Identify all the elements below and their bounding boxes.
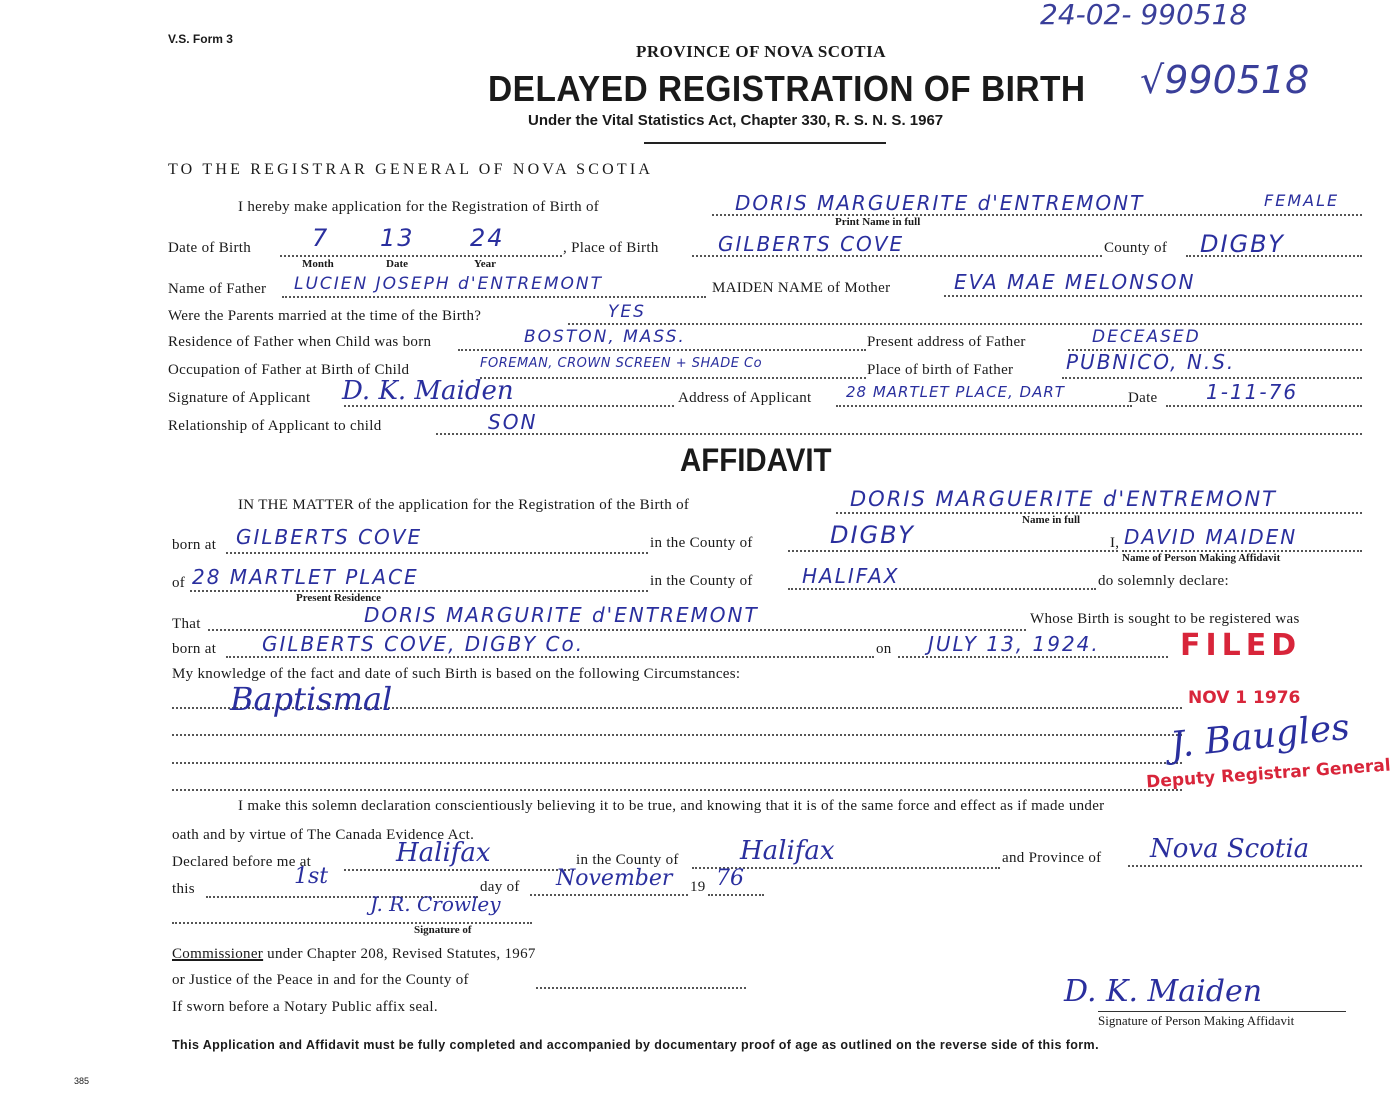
year-line: [708, 894, 764, 896]
notary-text: If sworn before a Notary Public affix seal.: [172, 999, 438, 1015]
year-prefix: 19: [690, 879, 706, 895]
born-at-line: [226, 552, 648, 554]
title-rule: [644, 142, 886, 144]
aff-child-name-value: DORIS MARGUERITE d'ENTREMONT: [850, 487, 1277, 511]
dob-day-value: 13: [380, 224, 415, 252]
date-caption: Date: [386, 258, 408, 270]
residence-value: BOSTON, MASS.: [524, 327, 686, 347]
father-birthplace-label: Place of birth of Father: [867, 362, 1014, 378]
commissioner-signature: J. R. Crowley: [370, 892, 501, 916]
residence-line: [458, 349, 866, 351]
aff-child-name-line: [836, 512, 1362, 514]
declare-text: do solemnly declare:: [1098, 573, 1229, 589]
res-county-label: in the County of: [650, 573, 753, 589]
born-at-label: born at: [172, 537, 217, 553]
justice-text: or Justice of the Peace in and for the County of: [172, 972, 469, 988]
married-value: YES: [608, 302, 646, 322]
aff-county-line: [788, 550, 1118, 552]
present-address-label: Present address of Father: [867, 334, 1026, 350]
child-name-value: DORIS MARGUERITE d'ENTREMONT: [735, 191, 1145, 215]
footer-note: This Application and Affidavit must be fully completed and accompanied by documentary proof of age as outlined on the reverse side of this form.: [172, 1038, 1099, 1052]
applicant-date-value: 1-11-76: [1206, 380, 1299, 404]
province-label: and Province of: [1002, 850, 1102, 866]
day-value: 1st: [294, 864, 329, 889]
commissioner-signature-line: [172, 922, 532, 924]
relationship-value: SON: [488, 410, 538, 434]
month-caption: Month: [302, 258, 334, 270]
relationship-line: [436, 433, 1362, 435]
married-line: [568, 323, 1362, 325]
dob-label: Date of Birth: [168, 240, 252, 256]
circumstances-line-4: [172, 789, 1182, 791]
province-line: [1128, 865, 1362, 867]
applicant-address-value: 28 MARTLET PLACE, DART: [846, 383, 1065, 401]
stamp-date: NOV 1 1976: [1188, 688, 1301, 708]
circumstances-line-2: [172, 734, 1182, 736]
applicant-date-label: Date: [1128, 390, 1158, 406]
affidavit-heading: AFFIDAVIT: [680, 442, 832, 478]
aff-county-label: in the County of: [650, 535, 753, 551]
father-label: Name of Father: [168, 281, 267, 297]
relationship-label: Relationship of Applicant to child: [168, 418, 382, 434]
form-number: V.S. Form 3: [168, 32, 233, 46]
mother-line: [944, 295, 1362, 297]
name-in-full-caption: Name in full: [1022, 514, 1081, 526]
father-line: [282, 296, 706, 298]
commissioner-word: Commissioner: [172, 946, 264, 962]
solemn-line-1: I make this solemn declaration conscientiously believing it to be true, and knowing that it is of the same force and effect as if made under: [238, 798, 1105, 814]
decl-county-value: Halifax: [740, 836, 835, 866]
applicant-date-line: [1166, 405, 1362, 407]
that-label: That: [172, 616, 201, 632]
father-birthplace-line: [1062, 377, 1362, 379]
mother-value: EVA MAE MELONSON: [954, 270, 1196, 294]
affiant-signature-caption: Signature of Person Making Affidavit: [1098, 1013, 1295, 1028]
this-label: this: [172, 881, 195, 897]
month-value: November: [556, 866, 673, 891]
affiant-value: DAVID MAIDEN: [1124, 525, 1298, 549]
dob-year-value: 24: [470, 224, 505, 252]
that-name-line: [208, 629, 1026, 631]
page-title: DELAYED REGISTRATION OF BIRTH: [488, 68, 1086, 109]
county-label: County of: [1104, 240, 1168, 256]
residence-label: Residence of Father when Child was born: [168, 334, 432, 350]
registrar-signature: J. Baugles: [1168, 706, 1352, 767]
born-at2-value: GILBERTS COVE, DIGBY Co.: [262, 632, 585, 656]
present-address-value: DECEASED: [1092, 327, 1201, 347]
signature-of-caption: Signature of: [414, 924, 472, 936]
footer-code: 385: [74, 1076, 90, 1086]
deputy-registrar-stamp: Deputy Registrar General: [1145, 755, 1392, 793]
justice-county-line: [536, 987, 746, 989]
occupation-value: FOREMAN, CROWN SCREEN + SHADE Co: [480, 356, 763, 371]
occupation-line: [480, 377, 866, 379]
print-name-caption: Print Name in full: [835, 216, 921, 228]
born-at2-line: [226, 656, 874, 658]
dob-line: [280, 255, 562, 257]
affiant-caption: Name of Person Making Affidavit: [1122, 552, 1281, 564]
mother-label: MAIDEN NAME of Mother: [712, 280, 891, 296]
occupation-label: Occupation of Father at Birth of Child: [168, 362, 410, 378]
intro-text: I hereby make application for the Registration of Birth of: [238, 199, 600, 215]
act-subtitle: Under the Vital Statistics Act, Chapter 330, R. S. N. S. 1967: [528, 112, 944, 129]
i-label: I,: [1110, 535, 1120, 551]
father-birthplace-value: PUBNICO, N.S.: [1066, 350, 1236, 374]
present-residence-caption: Present Residence: [296, 592, 382, 604]
married-label: Were the Parents married at the time of the Birth?: [168, 308, 482, 324]
declared-at-line: [344, 869, 574, 871]
applicant-signature-label: Signature of Applicant: [168, 390, 311, 406]
on-label: on: [876, 641, 892, 657]
res-county-line: [788, 588, 1096, 590]
born-on-value: JULY 13, 1924.: [928, 632, 1100, 656]
affiant-signature: D. K. Maiden: [1064, 974, 1263, 1009]
province-heading: PROVINCE OF NOVA SCOTIA: [636, 42, 887, 61]
father-value: LUCIEN JOSEPH d'ENTREMONT: [294, 274, 604, 294]
pob-value: GILBERTS COVE: [718, 232, 905, 256]
born-at-value: GILBERTS COVE: [236, 525, 423, 549]
of-label: of: [172, 575, 186, 591]
solemn-line-2: oath and by virtue of The Canada Evidence Act.: [172, 827, 475, 843]
knowledge-text: My knowledge of the fact and date of such Birth is based on the following Circumstances:: [172, 666, 741, 682]
county-value: DIGBY: [1200, 230, 1285, 258]
pob-label: , Place of Birth: [563, 240, 659, 256]
affiant-signature-rule: [1098, 1011, 1346, 1012]
born-at2-label: born at: [172, 641, 217, 657]
month-line: [530, 894, 688, 896]
applicant-address-label: Address of Applicant: [678, 390, 812, 406]
sex-value: FEMALE: [1264, 191, 1340, 210]
dob-month-value: 7: [312, 224, 330, 252]
decl-county-label: in the County of: [576, 852, 679, 868]
applicant-signature: D. K. Maiden: [342, 376, 514, 406]
that-name-value: DORIS MARGURITE d'ENTREMONT: [364, 603, 759, 627]
registration-number-top: 24-02- 990518: [1040, 0, 1248, 31]
whose-birth-text: Whose Birth is sought to be registered was: [1030, 611, 1300, 627]
commissioner-line: [172, 946, 536, 963]
registration-number: √990518: [1140, 58, 1310, 102]
commissioner-rest: under Chapter 208, Revised Statutes, 1967: [263, 946, 536, 962]
year-value: 76: [716, 866, 744, 891]
applicant-address-line: [836, 405, 1132, 407]
addressee: TO THE REGISTRAR GENERAL OF NOVA SCOTIA: [168, 161, 654, 178]
aff-residence-line: [190, 590, 648, 592]
aff-residence-value: 28 MARTLET PLACE: [192, 565, 419, 589]
declared-label: Declared before me at: [172, 854, 312, 870]
aff-county-value: DIGBY: [830, 521, 915, 549]
day-of-label: day of: [480, 879, 520, 895]
year-caption: Year: [474, 258, 496, 270]
res-county-value: HALIFAX: [802, 564, 900, 588]
circumstances-value: Baptismal: [230, 680, 393, 718]
province-value: Nova Scotia: [1150, 834, 1310, 864]
matter-text: IN THE MATTER of the application for the Registration of the Birth of: [238, 497, 690, 513]
filed-stamp: FILED: [1180, 628, 1302, 663]
circumstances-line-3: [172, 762, 1182, 764]
born-on-line: [898, 656, 1168, 658]
declared-at-value: Halifax: [396, 838, 491, 868]
